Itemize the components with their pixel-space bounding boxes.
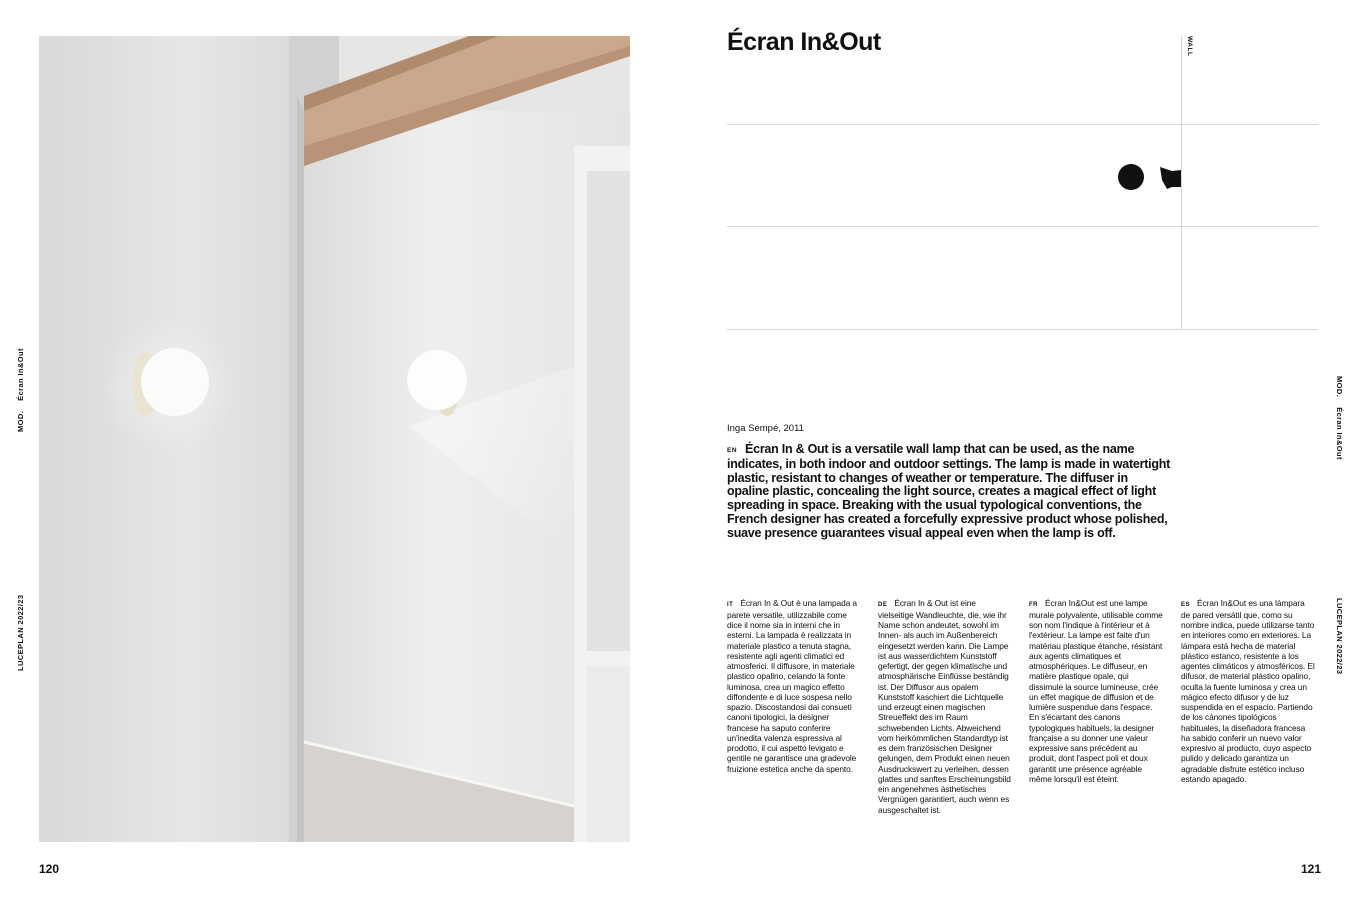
side-label-catalogue-left: LUCEPLAN 2022/23: [16, 594, 25, 671]
intro-body: Écran In & Out is a versatile wall lamp that can be used, as the name indicates, in both indoor and outdoor settings. The lamp is made in watertight plastic, resistant to changes of weather or temperature. The diffuser in opaline plastic, concealing the light source, creates a magical effect of light spreading in space. Breaking with the usual typological conventions, the French designer has created a forcefully expressive product whose polished, suave presence guarantees visual appeal even when the lamp is off.: [727, 442, 1171, 540]
column-body-fr: Écran In&Out est une lampe murale polyvalente, utilisable comme son nom l'indique à l'intérieur et à l'extérieur. La lampe est faite d'un matériau plastique étanche, résistant aux agents climatiques et atmosphériques. Le diffuseur, en matière plastique opale, qui dissimule la source lumineuse, crée un effet magique de diffusion et de lumière suspendue dans l'espace. En s'écartant des canons typologiques habituels, la designer française a su donner une valeur expressive sans précédent au produit, dont l'aspect poli et doux garantit une présence agréable même lorsqu'il est éteint.: [1029, 598, 1163, 784]
column-body-it: Écran In & Out è una lampada a parete versatile, utilizzabile come dice il nome sia in interni che in esterni. La lampada è realizzata in materiale plastico a tenuta stagna, resistente agli agenti climatici ed atmosferici. Il diffusore, in materiale plastico opalino, celando la fonte luminosa, crea un magico effetto diffondente e di luce sospesa nello spazio. Discostandosi dai consueti canoni tipologici, la designer francese ha saputo conferire un'inedita valenza espressiva al prodotto, il cui aspetto levigato e gentile ne garantisce una gradevole fruizione estetica anche da spento.: [727, 598, 857, 774]
lang-code-fr: FR: [1029, 601, 1038, 608]
side-label-model-prefix: MOD.: [1335, 376, 1344, 398]
grid-rule: [727, 329, 1318, 330]
column-it: [727, 598, 861, 774]
side-label-model-right: [1335, 376, 1344, 460]
lang-code-en: EN: [727, 447, 738, 454]
grid-rule: [727, 124, 1318, 125]
category-label: WALL: [1186, 36, 1193, 57]
column-es: [1181, 598, 1315, 784]
side-label-model-left: [16, 348, 25, 432]
side-label-catalogue-right: LUCEPLAN 2022/23: [1335, 598, 1344, 675]
lamp-silhouette-icon: [1112, 158, 1184, 194]
column-de: [878, 598, 1012, 815]
page-number-left: 120: [39, 862, 60, 876]
side-label-model-name: Écran In&Out: [16, 348, 25, 401]
lang-code-de: DE: [878, 601, 888, 608]
grid-rule: [727, 226, 1318, 227]
column-body-es: Écran In&Out es una lámpara de pared versátil que, como su nombre indica, puede utilizarse tanto en interiores como en exteriores. La lámpara está hecha de material plástico estanco, resistente a los agentes climáticos y atmosféricos. El difusor, de material plástico opalino, oculta la fuente luminosa y crea un mágico efecto difusor y de luz suspendida en el espacio. Partiendo de los cánones tipológicos habituales, la diseñadora francesa ha sabido conferir un nuevo valor expresivo al producto, cuyo aspecto pulido y delicado garantiza un agradable disfrute estético incluso estando apagado.: [1181, 598, 1315, 784]
page-title: Écran In&Out: [727, 28, 881, 56]
designer-credit: Inga Sempé, 2011: [727, 423, 804, 434]
lang-code-it: IT: [727, 601, 734, 608]
lang-code-es: ES: [1181, 601, 1191, 608]
side-label-model-name: Écran In&Out: [1335, 407, 1344, 460]
side-label-model-prefix: MOD.: [16, 410, 25, 432]
product-photo: [39, 36, 630, 842]
intro-text-en: [727, 443, 1171, 541]
page-number-right: 121: [1301, 862, 1322, 876]
column-body-de: Écran In & Out ist eine vielseitige Wandleuchte, die, wie ihr Name schon andeutet, sowohl im Innen- als auch im Außenbereich eingesetzt werden kann. Die Lampe ist aus wasserdichtem Kunststoff gefertigt, der gegen klimatische und atmosphärische Einflüsse beständig ist. Der Diffusor aus opalem Kunststoff kaschiert die Lichtquelle und erzeugt einen magischen Streueffekt des im Raum schwebenden Lichts. Abweichend vom herkömmlichen Standardtyp ist es dem französischen Designer gelungen, dem Produkt einen neuen Ausdruckswert zu verleihen, dessen glattes und sanftes Erscheinungsbild ein angenehmes ästhetisches Vergnügen garantiert, auch wenn es ausgeschaltet ist.: [878, 598, 1011, 815]
column-fr: [1029, 598, 1163, 784]
